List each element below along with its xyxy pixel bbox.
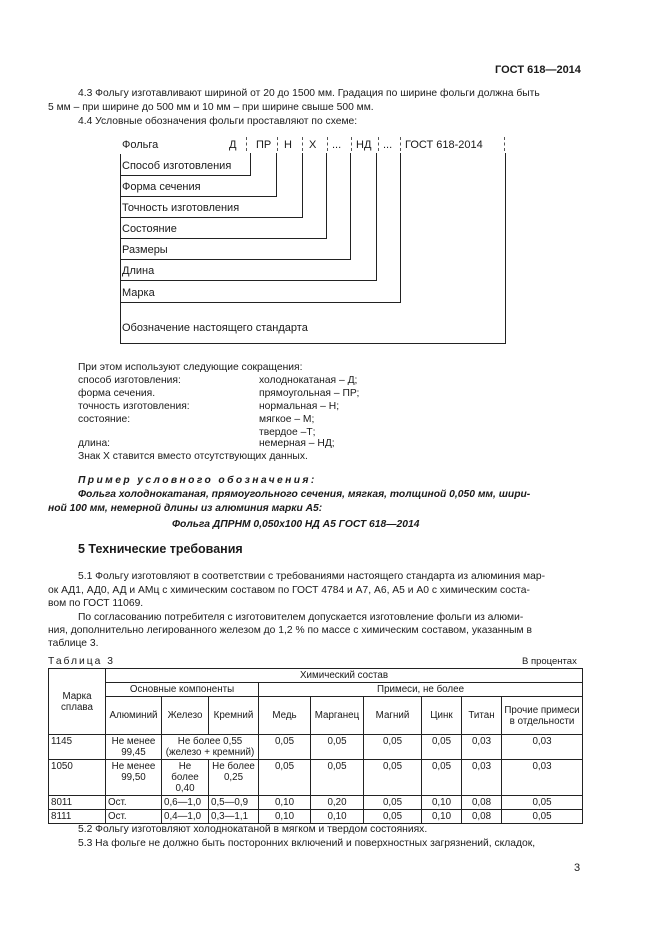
header-chemical-composition: Химический состав (106, 669, 583, 683)
example-line1: Фольга холоднокатаная, прямоугольного сечения, мягкая, толщиной 0,050 мм, шири- (78, 489, 531, 500)
paragraph-4-3-line1: 4.3 Фольгу изготавливают шириной от 20 до 1500 мм. Градация по ширине фольги должна быть (78, 88, 540, 99)
table-units: В процентах (522, 656, 577, 667)
schema-label-method: Способ изготовления (122, 160, 232, 172)
cell-fe: Не более 0,40 (162, 760, 209, 796)
schema-connector (326, 153, 327, 238)
abbr-left: состояние: (78, 414, 131, 425)
abbr-right: нормальная – Н; (259, 401, 340, 412)
cell-grade: 1050 (49, 760, 106, 796)
cell-al: Ост. (106, 810, 162, 824)
cell-fe: 0,4—1,0 (162, 810, 209, 824)
table-row (49, 796, 583, 810)
cell-fe-si: Не более 0,55 (железо + кремний) (162, 735, 259, 760)
schema-label-state: Состояние (122, 223, 177, 235)
section-5-title: 5 Технические требования (78, 542, 243, 556)
schema-head: Фольга (122, 139, 159, 151)
cell-si: 0,3—1,1 (209, 810, 259, 824)
abbr-left: длина: (78, 438, 111, 449)
schema-code-n: Н (284, 139, 292, 151)
cell-other: 0,03 (502, 735, 583, 760)
cell-grade: 1145 (49, 735, 106, 760)
header-impurities: Примеси, не более (259, 683, 583, 697)
paragraph-5-3: 5.3 На фольге не должно быть посторонних включений и поверхностных загрязнений, складок, (78, 838, 536, 849)
table-row (49, 760, 583, 796)
cell-zn: 0,10 (422, 810, 462, 824)
schema-code-dots1: ... (332, 139, 342, 151)
abbr-right: холоднокатаная – Д; (259, 375, 358, 386)
cell-mn: 0,10 (311, 810, 364, 824)
schema-label-section: Форма сечения (122, 181, 201, 193)
schema-connector (120, 154, 121, 343)
col-manganese: Марганец (311, 697, 364, 735)
schema-connector (120, 302, 401, 303)
cell-ti: 0,08 (462, 796, 502, 810)
cell-mg: 0,05 (364, 735, 422, 760)
schema-connector (120, 280, 377, 281)
col-aluminium: Алюминий (106, 697, 162, 735)
cell-al: Ост. (106, 796, 162, 810)
schema-connector (120, 217, 303, 218)
cell-cu: 0,05 (259, 735, 311, 760)
schema-connector (350, 153, 351, 259)
schema-code-d: Д (229, 139, 237, 151)
cell-zn: 0,05 (422, 760, 462, 796)
schema-code-gost: ГОСТ 618-2014 (405, 139, 483, 151)
abbr-right: мягкое – М; (259, 414, 315, 425)
cell-si: Не более 0,25 (209, 760, 259, 796)
cell-si: 0,5—0,9 (209, 796, 259, 810)
cell-cu: 0,10 (259, 810, 311, 824)
cell-cu: 0,10 (259, 796, 311, 810)
schema-label-grade: Марка (122, 287, 155, 299)
abbr-left: форма сечения. (78, 388, 156, 399)
example-designation: Фольга ДПРНМ 0,050х100 НД А5 ГОСТ 618—2014 (172, 519, 420, 530)
abbr-right: прямоугольная – ПР; (259, 388, 360, 399)
cell-mn: 0,05 (311, 760, 364, 796)
schema-connector (120, 343, 506, 344)
col-magnesium: Магний (364, 697, 422, 735)
paragraph-4-4: 4.4 Условные обозначения фольги проставляют по схеме: (78, 116, 358, 127)
schema-code-pr: ПР (256, 139, 272, 151)
schema-connector (276, 153, 277, 196)
cell-mg: 0,05 (364, 810, 422, 824)
cell-ti: 0,03 (462, 735, 502, 760)
schema-separator (277, 137, 278, 151)
cell-cu: 0,05 (259, 760, 311, 796)
schema-label-standard: Обозначение настоящего стандарта (122, 322, 308, 334)
abbr-right: твердое –Т; (259, 427, 316, 438)
cell-other: 0,05 (502, 796, 583, 810)
example-line2: ной 100 мм, немерной длины из алюминия марки А5: (48, 503, 323, 514)
schema-connector (400, 153, 401, 302)
schema-connector (120, 196, 277, 197)
chemical-composition-table (48, 668, 583, 824)
col-other: Прочие примеси в отдельности (502, 697, 583, 735)
cell-grade: 8111 (49, 810, 106, 824)
abbr-left: способ изготовления: (78, 375, 181, 386)
col-titanium: Титан (462, 697, 502, 735)
paragraph-5-1-line2: ок АД1, АД0, АД и АМц с химическим составом по ГОСТ 4784 и А7, А6, А5 и А0 с химическим соста- (48, 585, 530, 596)
paragraph-agreement-line1: По согласованию потребителя с изготовителем допускается изготовление фольги из алюми- (78, 612, 524, 623)
header-main-components: Основные компоненты (106, 683, 259, 697)
abbr-note: Знак Х ставится вместо отсутствующих данных. (78, 451, 308, 462)
cell-mg: 0,05 (364, 796, 422, 810)
schema-separator (302, 137, 303, 151)
col-zinc: Цинк (422, 697, 462, 735)
schema-separator (246, 137, 247, 151)
schema-separator (400, 137, 401, 151)
schema-code-dots2: ... (383, 139, 393, 151)
schema-connector (120, 175, 251, 176)
paragraph-agreement-line3: таблице 3. (48, 638, 99, 649)
cell-other: 0,03 (502, 760, 583, 796)
cell-grade: 8011 (49, 796, 106, 810)
cell-al: Не менее 99,45 (106, 735, 162, 760)
table-caption: Таблица 3 (48, 656, 115, 667)
abbr-intro: При этом используют следующие сокращения: (78, 362, 303, 373)
cell-mg: 0,05 (364, 760, 422, 796)
schema-label-sizes: Размеры (122, 244, 168, 256)
schema-label-accuracy: Точность изготовления (122, 202, 240, 214)
schema-separator (378, 137, 379, 151)
cell-mn: 0,20 (311, 796, 364, 810)
cell-other: 0,05 (502, 810, 583, 824)
paragraph-agreement-line2: ния, дополнительно легированного железом до 1,2 % по массе с химическим составом, указанным в (48, 625, 532, 636)
document-header: ГОСТ 618—2014 (495, 64, 581, 76)
cell-mn: 0,05 (311, 735, 364, 760)
cell-ti: 0,03 (462, 760, 502, 796)
paragraph-5-2: 5.2 Фольгу изготовляют холоднокатаной в мягком и твердом состояниях. (78, 824, 428, 835)
example-title: Пример условного обозначения: (78, 475, 317, 486)
schema-connector (120, 238, 327, 239)
page-number: 3 (574, 862, 581, 874)
cell-zn: 0,10 (422, 796, 462, 810)
paragraph-4-3-line2: 5 мм – при ширине до 500 мм и 10 мм – при ширине свыше 500 мм. (48, 102, 374, 113)
cell-ti: 0,08 (462, 810, 502, 824)
col-iron: Железо (162, 697, 209, 735)
schema-connector (505, 153, 506, 343)
schema-code-nd: НД (356, 139, 372, 151)
cell-fe: 0,6—1,0 (162, 796, 209, 810)
abbr-right: немерная – НД; (259, 438, 335, 449)
abbr-left: точность изготовления: (78, 401, 190, 412)
paragraph-5-1-line1: 5.1 Фольгу изготовляют в соответствии с требованиями настоящего стандарта из алюминия мар- (78, 571, 546, 582)
schema-separator (504, 137, 505, 151)
schema-connector (302, 153, 303, 217)
paragraph-5-1-line3: вом по ГОСТ 11069. (48, 598, 144, 609)
schema-connector (120, 259, 351, 260)
table-row (49, 735, 583, 760)
schema-separator (351, 137, 352, 151)
schema-label-length: Длина (122, 265, 155, 277)
col-silicon: Кремний (209, 697, 259, 735)
schema-separator (327, 137, 328, 151)
schema-connector (250, 153, 251, 175)
table-row (49, 810, 583, 824)
schema-connector (376, 153, 377, 280)
cell-al: Не менее 99,50 (106, 760, 162, 796)
header-grade: Марка сплава (49, 669, 106, 735)
cell-zn: 0,05 (422, 735, 462, 760)
col-copper: Медь (259, 697, 311, 735)
schema-code-x: Х (309, 139, 317, 151)
